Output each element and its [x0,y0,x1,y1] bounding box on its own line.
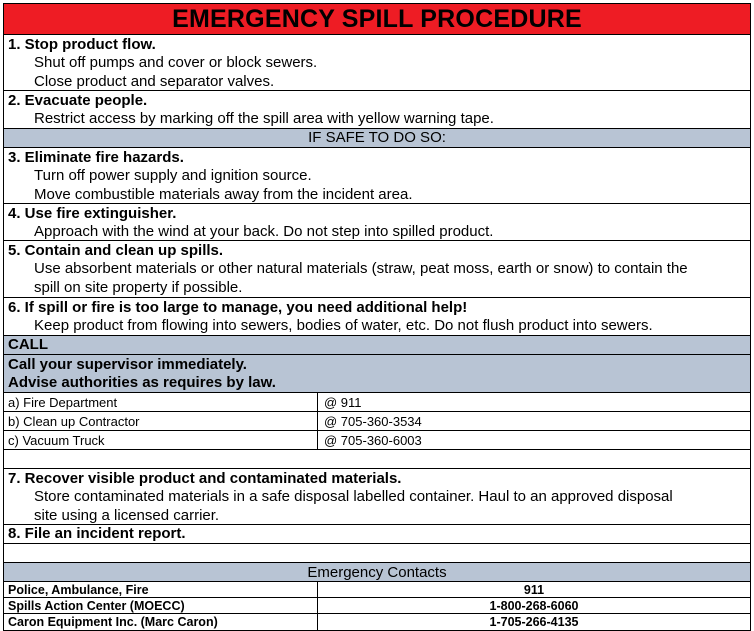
call-contact-number: @ 705-360-3534 [324,414,422,429]
step-heading: 6. If spill or fire is too large to manage, you need additional help! [8,299,468,316]
step-heading: 5. Contain and clean up spills. [8,242,224,259]
contact-row [4,582,750,598]
contact-phone: 1-705-266-4135 [489,615,579,629]
call-table-row [4,431,750,450]
contact-row [4,598,750,614]
contact-phone: 911 [523,583,545,597]
blank-row [4,544,750,563]
step-line: Approach with the wind at your back. Do not step into spilled product. [34,223,494,241]
step-line: Close product and separator valves. [34,72,275,90]
step-line: Move combustible materials away from the incident area. [34,185,413,203]
step-heading: 1. Stop product flow. [8,36,156,53]
call-contact-number: @ 911 [324,395,362,410]
call-table-row [4,393,750,412]
safe-band: IF SAFE TO DO SO: [4,129,750,148]
step-line: spill on site property if possible. [34,278,243,296]
contact-name: Caron Equipment Inc. (Marc Caron) [4,614,318,630]
contact-name: Police, Ambulance, Fire [4,582,318,597]
step-4 [4,204,750,241]
step-2 [4,91,750,129]
blank-row [4,450,750,469]
spill-procedure-sheet [3,3,751,631]
step-heading: 4. Use fire extinguisher. [8,205,177,222]
step-line: Keep product from flowing into sewers, bodies of water, etc. Do not flush product into sewers. [34,317,653,335]
call-band: CALL [4,336,750,355]
step-1 [4,35,750,91]
step-line: Store contaminated materials in a safe disposal labelled container. Haul to an approved disposal [34,488,673,506]
step-3 [4,148,750,204]
step-heading: 8. File an incident report. [8,525,186,542]
step-7 [4,469,750,525]
step-5 [4,241,750,298]
call-contact-name: a) Fire Department [4,393,318,411]
call-instructions [4,355,750,393]
call-contact-number: @ 705-360-6003 [324,433,422,448]
step-heading: 3. Eliminate fire hazards. [8,149,184,166]
step-line: Turn off power supply and ignition source. [34,167,312,185]
contact-name: Spills Action Center (MOECC) [4,598,318,613]
contact-phone: 1-800-268-6060 [489,599,579,613]
step-line: Use absorbent materials or other natural materials (straw, peat moss, earth or snow) to contain the [34,260,688,278]
contact-row [4,614,750,630]
page-title: EMERGENCY SPILL PROCEDURE [4,4,750,35]
call-contact-name: c) Vacuum Truck [4,431,318,449]
call-contact-name: b) Clean up Contractor [4,412,318,430]
step-heading: 7. Recover visible product and contaminated materials. [8,470,402,487]
step-heading: 2. Evacuate people. [8,92,148,109]
step-6 [4,298,750,336]
step-line: site using a licensed carrier. [34,506,220,524]
step-line: Restrict access by marking off the spill area with yellow warning tape. [34,110,494,128]
step-line: Shut off pumps and cover or block sewers. [34,54,318,72]
call-line: Call your supervisor immediately. [8,356,247,373]
call-table-row [4,412,750,431]
call-line: Advise authorities as requires by law. [8,374,276,391]
step-8 [4,525,750,544]
contacts-title: Emergency Contacts [4,563,750,582]
